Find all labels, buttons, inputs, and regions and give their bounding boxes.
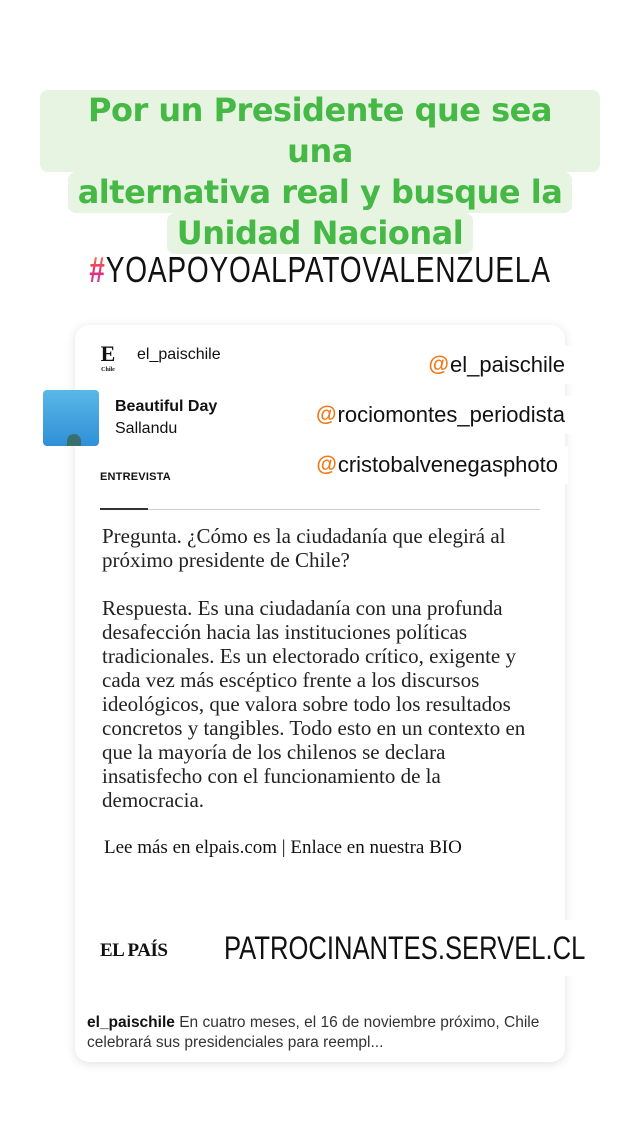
headline-line: alternativa real y busque la bbox=[68, 172, 573, 213]
link-sticker[interactable] bbox=[210, 920, 586, 976]
el-pais-chile-logo bbox=[96, 341, 120, 374]
headline-sticker bbox=[40, 90, 600, 254]
threads-icon: @ bbox=[316, 453, 337, 476]
question-paragraph: Pregunta. ¿Cómo es la ciudadanía que elegirá al próximo presidente de Chile? bbox=[102, 524, 506, 572]
music-sticker[interactable] bbox=[43, 390, 217, 446]
headline-line: Unidad Nacional bbox=[167, 213, 473, 254]
post-caption[interactable] bbox=[87, 1013, 557, 1053]
hashtag-symbol: # bbox=[89, 249, 106, 290]
mention-sticker[interactable]: @ cristobalvenegasphoto bbox=[310, 446, 568, 484]
mention-sticker[interactable]: @ rociomontes_periodista bbox=[310, 396, 575, 434]
song-title: Beautiful Day bbox=[115, 398, 218, 415]
answer-paragraph: Respuesta. Es una ciudadanía con una profunda desafección hacia las instituciones políticas tradicionales. Es un electorado crítico, exigente y cada vez más escéptico frente a los discursos ideológicos, que valora sobre todo los resultados concretos y tangibles. Todo esto en un contexto en que la mayoría de los chilenos se declara insatisfecho con el funcionamiento de la democracia. bbox=[102, 596, 526, 812]
headline-line: Por un Presidente que sea una bbox=[40, 90, 600, 172]
post-account-name[interactable]: el_paischile bbox=[137, 346, 221, 363]
threads-icon: @ bbox=[428, 353, 450, 376]
el-pais-brand: EL PAÍS bbox=[100, 940, 168, 961]
article-content bbox=[102, 524, 542, 860]
interview-text bbox=[102, 524, 542, 812]
song-artist: Sallandu bbox=[115, 420, 178, 437]
section-label: ENTREVISTA bbox=[100, 471, 171, 483]
hashtag-text: YOAPOYOALPATOVALENZUELA bbox=[105, 249, 551, 290]
hashtag-sticker[interactable] bbox=[70, 248, 569, 292]
threads-icon: @ bbox=[316, 403, 337, 426]
logo-letter: E bbox=[100, 341, 116, 366]
caption-text: En cuatro meses, el 16 de noviembre próximo, Chile celebrará sus presidenciales para reempl... bbox=[87, 1014, 540, 1051]
read-more-text: Lee más en elpais.com | Enlace en nuestra BIO bbox=[104, 837, 462, 858]
caption-user: el_paischile bbox=[87, 1014, 175, 1031]
link-text: PATROCINANTES.SERVEL.CL bbox=[224, 929, 586, 966]
divider bbox=[100, 509, 540, 510]
mention-sticker[interactable]: @ el_paischile bbox=[423, 346, 575, 384]
logo-subtitle: Chile bbox=[101, 367, 115, 373]
album-art bbox=[43, 390, 99, 446]
